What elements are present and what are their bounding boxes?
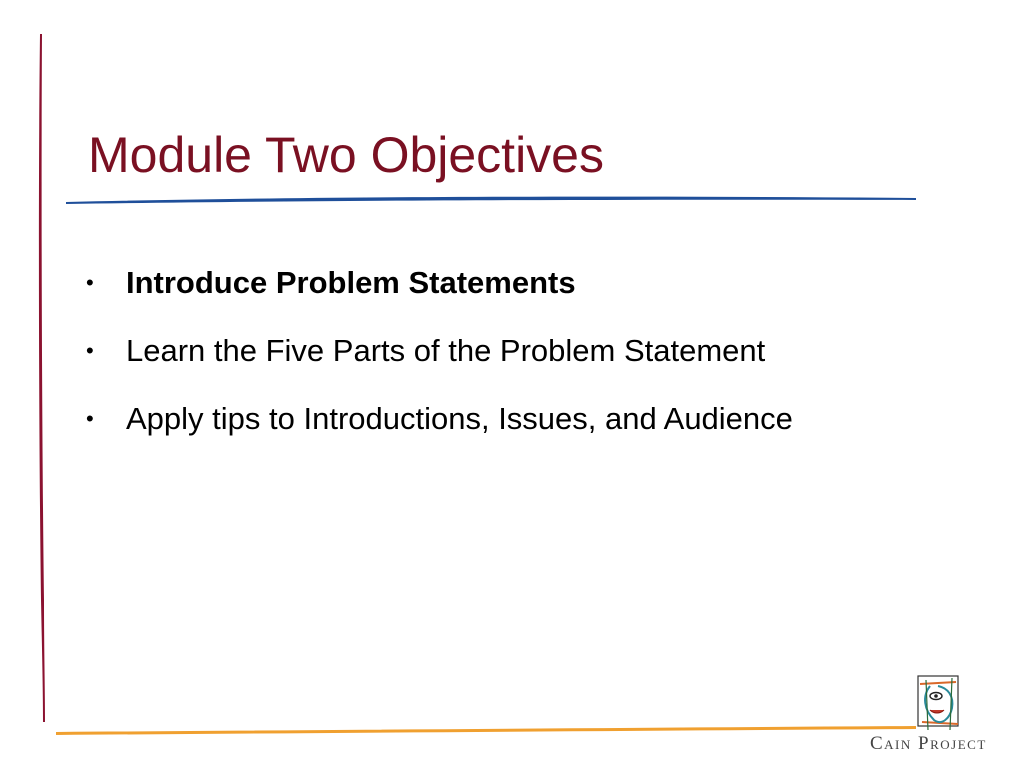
- title-underline-rule: [66, 192, 916, 210]
- bullet-marker: •: [86, 338, 94, 363]
- bullet-text: Apply tips to Introductions, Issues, and Audience: [126, 401, 793, 436]
- left-vertical-rule: [0, 0, 60, 768]
- bottom-rule: [56, 718, 916, 742]
- bullet-text: Learn the Five Parts of the Problem Statement: [126, 333, 766, 368]
- bullet-item: [86, 388, 846, 450]
- slide-title: Module Two Objectives: [88, 127, 604, 183]
- bullet-list: [86, 252, 846, 456]
- bullet-text: Introduce Problem Statements: [126, 265, 576, 300]
- cain-project-face-icon: [908, 670, 968, 736]
- bullet-item: [86, 252, 846, 314]
- bullet-item: [86, 320, 846, 382]
- logo-wordmark: Cain Project: [870, 733, 987, 754]
- bullet-marker: •: [86, 406, 94, 431]
- bullet-marker: •: [86, 270, 94, 295]
